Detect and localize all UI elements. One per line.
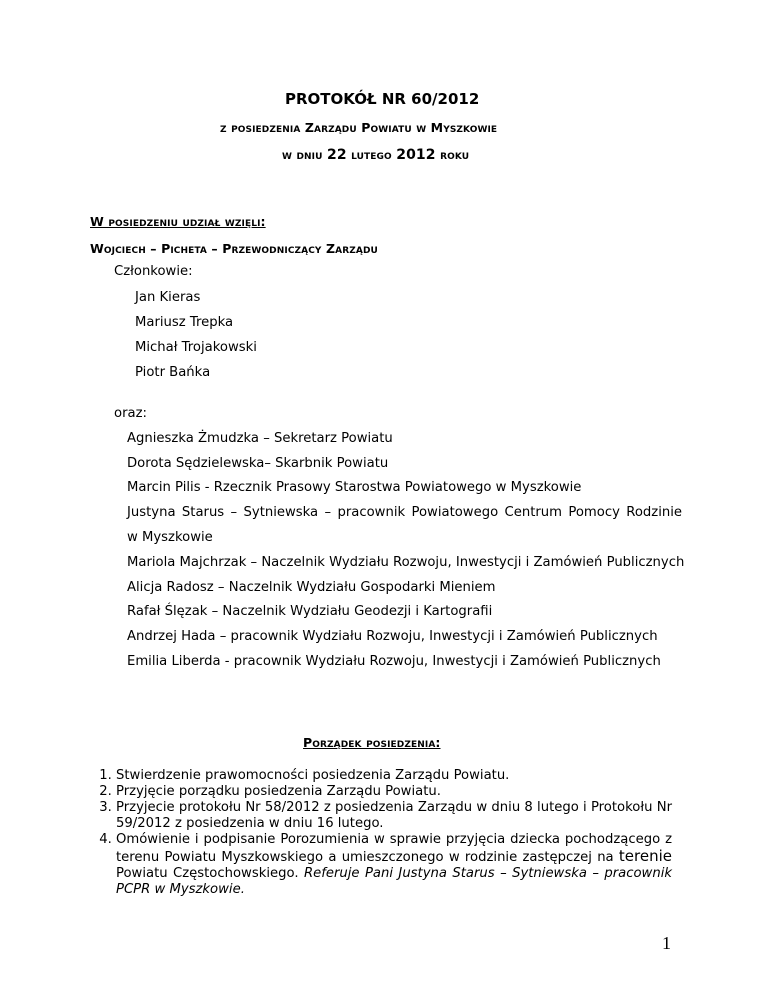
agenda-list [90, 768, 672, 898]
agenda-item: 3. Przyjecie protokołu Nr 58/2012 z posiedzenia Zarządu w dniu 8 lutego i Protokołu Nr 59/2012 z posiedzenia w dniu 16 lutego. [116, 800, 672, 832]
member-item: Jan Kieras [135, 290, 201, 305]
date-suffix: roku [435, 147, 470, 162]
attendee-item: Alicja Radosz – Naczelnik Wydziału Gospodarki Mieniem [127, 580, 496, 595]
subtitle-body: Zarządu Powiatu w Myszkowie [304, 120, 498, 135]
attendee-item: Rafał Ślęzak – Naczelnik Wydziału Geodezji i Kartografii [127, 604, 493, 619]
attendee-item: Justyna Starus – Sytniewska – pracownik Powiatowego Centrum Pomocy Rodzinie [127, 505, 682, 520]
member-item: Mariusz Trepka [135, 315, 234, 330]
agenda-item: 2. Przyjęcie porządku posiedzenia Zarządu Powiatu. [116, 784, 672, 800]
attendee-item: Emilia Liberda - pracownik Wydziału Rozwoju, Inwestycji i Zamówień Publicznych [127, 654, 661, 669]
attendee-item: Mariola Majchrzak – Naczelnik Wydziału Rozwoju, Inwestycji i Zamówień Publicznych [127, 555, 685, 570]
date-day: 22 [327, 147, 347, 163]
agenda-heading: Porządek posiedzenia: [303, 735, 441, 750]
members-label: Członkowie: [114, 264, 193, 279]
document-title: PROTOKÓŁ NR 60/2012 [285, 90, 480, 108]
meeting-subtitle [220, 120, 497, 135]
date-year: 2012 [396, 147, 436, 163]
agenda-item-4-text: Omówienie i podpisanie Porozumienia w sprawie przyjęcia dziecka pochodzącego z terenu Powiatu Myszkowskiego a umieszczonego w rodzinie zastępczej na [116, 832, 672, 865]
attendee-item: Marcin Pilis - Rzecznik Prasowy Starostwa Powiatowego w Myszkowie [127, 480, 582, 495]
meeting-date [282, 147, 469, 163]
attendance-heading: W posiedzeniu udział wzięli: [90, 214, 266, 229]
member-item: Piotr Bańka [135, 365, 211, 380]
agenda-item-4-text-cont: Powiatu Częstochowskiego. [116, 866, 304, 881]
page-number: 1 [662, 933, 671, 953]
agenda-item-4-emphasis: terenie [618, 847, 672, 865]
member-item: Michał Trojakowski [135, 340, 257, 355]
attendee-item: Agnieszka Żmudzka – Sekretarz Powiatu [127, 431, 393, 446]
also-present-label: oraz: [114, 406, 147, 421]
date-month: lutego [346, 147, 397, 162]
date-prefix: w dniu [282, 147, 327, 162]
agenda-item [116, 832, 672, 898]
agenda-item: 1. Stwierdzenie prawomocności posiedzenia Zarządu Powiatu. [116, 768, 672, 784]
chairman-line: Wojciech – Picheta – Przewodniczący Zarządu [90, 241, 378, 256]
attendee-item-continued: w Myszkowie [127, 530, 213, 545]
attendee-item: Dorota Sędzielewska– Skarbnik Powiatu [127, 456, 389, 471]
attendee-item: Andrzej Hada – pracownik Wydziału Rozwoju, Inwestycji i Zamówień Publicznych [127, 629, 658, 644]
agenda-item-4-presenter: Referuje Pani Justyna Starus – Sytniewska – pracownik PCPR w Myszkowie. [116, 866, 672, 897]
subtitle-prefix: z posiedzenia [220, 120, 305, 135]
